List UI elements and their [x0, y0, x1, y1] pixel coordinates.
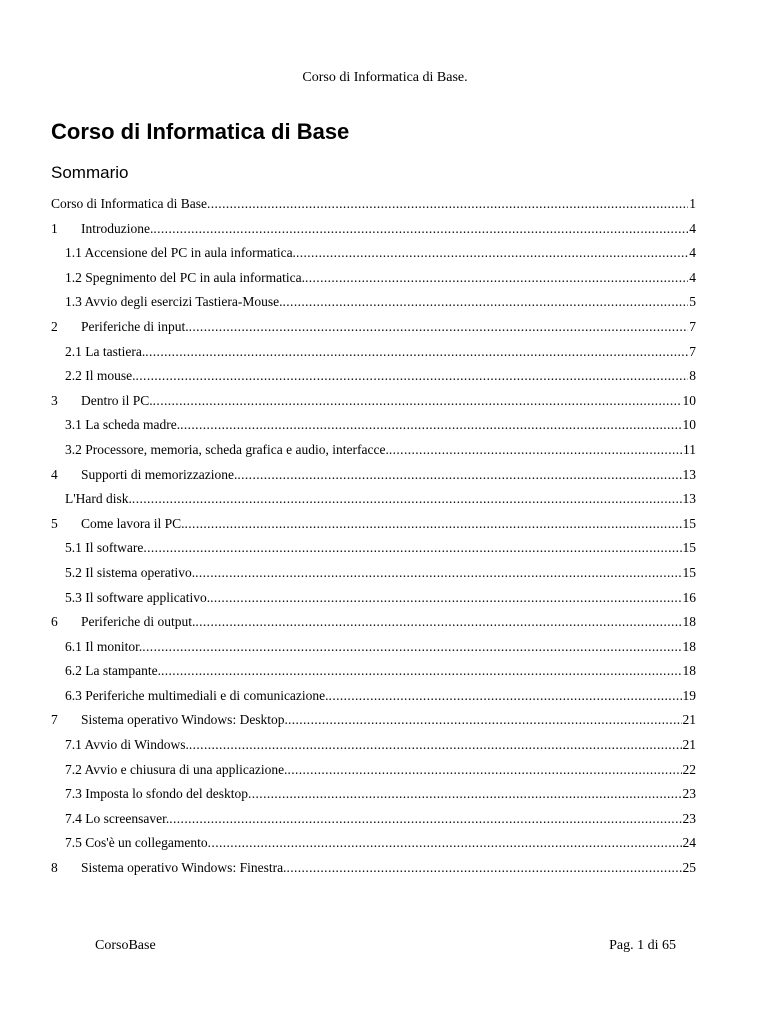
- toc-entry-title: 7.4 Lo screensaver.: [65, 810, 170, 826]
- toc-entry-title: 7.1 Avvio di Windows.: [65, 737, 189, 753]
- toc-dot-leader: [195, 610, 681, 634]
- toc-entry-page: 7: [689, 343, 696, 359]
- toc-entry[interactable]: [51, 315, 696, 340]
- toc-entry-title: 7.5 Cos'è un collegamento: [65, 835, 208, 851]
- toc-dot-leader: [153, 389, 682, 413]
- toc-entry-page: 10: [682, 392, 696, 408]
- toc-entry-title: 3.2 Processore, memoria, scheda grafica e audio, interfacce.: [65, 441, 389, 457]
- toc-entry[interactable]: [51, 708, 696, 733]
- toc-entry-page: 23: [682, 786, 696, 802]
- toc-entry-title: Dentro il PC.: [81, 392, 153, 408]
- toc-entry-title: Supporti di memorizzazione.: [81, 466, 238, 482]
- toc-entry[interactable]: [51, 807, 696, 832]
- toc-entry-page: 15: [682, 515, 696, 531]
- toc-entry[interactable]: [51, 413, 696, 438]
- toc-entry-page: 24: [682, 835, 696, 851]
- toc-entry[interactable]: [51, 192, 696, 217]
- toc-entry-title: 5.1 Il software: [65, 540, 144, 556]
- toc-entry-title: Periferiche di input.: [81, 318, 189, 334]
- toc-entry-page: 11: [683, 441, 696, 457]
- toc-entry-page: 13: [682, 466, 696, 482]
- toc-dot-leader: [145, 340, 688, 364]
- toc-dot-leader: [207, 192, 688, 216]
- toc-entry-page: 4: [689, 220, 696, 236]
- toc-entry[interactable]: [51, 487, 696, 512]
- toc-dot-leader: [136, 364, 689, 388]
- table-of-contents: [51, 192, 696, 881]
- toc-entry[interactable]: [51, 389, 696, 414]
- toc-entry-page: 18: [682, 638, 696, 654]
- toc-entry-title: 1.3 Avvio degli esercizi Tastiera-Mouse.: [65, 294, 283, 310]
- toc-dot-leader: [169, 807, 681, 831]
- toc-entry[interactable]: [51, 659, 696, 684]
- toc-entry-page: 10: [682, 417, 696, 433]
- toc-entry-title: 3.1 La scheda madre.: [65, 417, 181, 433]
- toc-entry-title: 6.3 Periferiche multimediali e di comunicazione.: [65, 687, 329, 703]
- toc-entry-page: 5: [689, 294, 696, 310]
- toc-entry[interactable]: [51, 290, 696, 315]
- toc-dot-leader: [389, 438, 682, 462]
- toc-entry-number: 5: [51, 515, 58, 531]
- toc-dot-leader: [237, 463, 681, 487]
- toc-entry-page: 22: [682, 761, 696, 777]
- toc-entry-page: 16: [682, 589, 696, 605]
- toc-dot-leader: [189, 733, 682, 757]
- toc-dot-leader: [286, 856, 681, 880]
- toc-entry[interactable]: [51, 610, 696, 635]
- toc-dot-leader: [142, 635, 681, 659]
- toc-entry-page: 7: [689, 318, 696, 334]
- toc-entry-title: Introduzione.: [81, 220, 154, 236]
- toc-entry-page: 4: [689, 245, 696, 261]
- toc-dot-leader: [143, 536, 681, 560]
- toc-entry[interactable]: [51, 758, 696, 783]
- toc-dot-leader: [161, 659, 682, 683]
- toc-entry-title: 5.3 Il software applicativo.: [65, 589, 211, 605]
- toc-entry[interactable]: [51, 782, 696, 807]
- toc-entry[interactable]: [51, 463, 696, 488]
- toc-entry-number: 7: [51, 712, 58, 728]
- toc-entry[interactable]: [51, 512, 696, 537]
- toc-dot-leader: [210, 586, 681, 610]
- toc-dot-leader: [185, 512, 682, 536]
- toc-entry-page: 19: [682, 687, 696, 703]
- toc-entry-title: 2.1 La tastiera.: [65, 343, 146, 359]
- toc-entry[interactable]: [51, 217, 696, 242]
- toc-entry-title: Sistema operativo Windows: Finestra.: [81, 860, 287, 876]
- toc-entry[interactable]: [51, 241, 696, 266]
- toc-entry-page: 15: [682, 564, 696, 580]
- toc-dot-leader: [208, 831, 682, 855]
- toc-entry-title: 6.2 La stampante.: [65, 663, 161, 679]
- toc-entry-page: 13: [682, 491, 696, 507]
- toc-entry-title: Periferiche di output.: [81, 614, 196, 630]
- toc-dot-leader: [296, 241, 688, 265]
- toc-entry-page: 18: [682, 663, 696, 679]
- toc-dot-leader: [195, 561, 681, 585]
- toc-dot-leader: [329, 684, 682, 708]
- toc-entry-number: 1: [51, 220, 58, 236]
- document-title: Corso di Informatica di Base: [51, 119, 350, 144]
- toc-entry-page: 21: [682, 712, 696, 728]
- toc-entry-page: 8: [689, 368, 696, 384]
- running-header: Corso di Informatica di Base.: [302, 70, 468, 85]
- toc-dot-leader: [288, 708, 682, 732]
- toc-entry-page: 21: [682, 737, 696, 753]
- toc-dot-leader: [180, 413, 681, 437]
- toc-entry[interactable]: [51, 856, 696, 881]
- toc-entry-title: 2.2 Il mouse.: [65, 368, 136, 384]
- toc-entry[interactable]: [51, 438, 696, 463]
- footer-page-number: Pag. 1 di 65: [609, 938, 676, 953]
- toc-entry-title: 1.2 Spegnimento del PC in aula informatica.: [65, 269, 305, 285]
- toc-dot-leader: [153, 217, 688, 241]
- toc-entry-page: 23: [682, 810, 696, 826]
- toc-heading: Sommario: [51, 163, 129, 182]
- toc-entry-number: 8: [51, 860, 58, 876]
- toc-entry[interactable]: [51, 561, 696, 586]
- toc-entry-title: Sistema operativo Windows: Desktop.: [81, 712, 288, 728]
- toc-entry[interactable]: [51, 536, 696, 561]
- toc-dot-leader: [248, 782, 682, 806]
- toc-dot-leader: [132, 487, 682, 511]
- toc-entry-title: Corso di Informatica di Base: [51, 196, 207, 211]
- toc-entry[interactable]: [51, 364, 696, 389]
- toc-entry[interactable]: [51, 266, 696, 291]
- toc-entry-number: 2: [51, 318, 58, 334]
- toc-entry[interactable]: [51, 733, 696, 758]
- toc-entry-title: 7.2 Avvio e chiusura di una applicazione.: [65, 761, 288, 777]
- toc-entry[interactable]: [51, 635, 696, 660]
- toc-entry-number: 6: [51, 614, 58, 630]
- toc-entry-title: L'Hard disk.: [65, 491, 132, 507]
- toc-entry-title: 6.1 Il monitor.: [65, 638, 143, 654]
- toc-entry[interactable]: [51, 831, 696, 856]
- toc-entry[interactable]: [51, 684, 696, 709]
- toc-dot-leader: [189, 315, 689, 339]
- footer-document-name: CorsoBase: [95, 938, 156, 953]
- toc-entry-page: 1: [689, 196, 696, 211]
- toc-dot-leader: [287, 758, 681, 782]
- toc-entry-number: 4: [51, 466, 58, 482]
- toc-entry-number: 3: [51, 392, 58, 408]
- toc-entry-page: 4: [689, 269, 696, 285]
- toc-entry-title: 1.1 Accensione del PC in aula informatica.: [65, 245, 296, 261]
- toc-entry-page: 25: [682, 860, 696, 876]
- toc-entry-title: 7.3 Imposta lo sfondo del desktop: [65, 786, 248, 802]
- toc-entry[interactable]: [51, 340, 696, 365]
- toc-dot-leader: [283, 290, 689, 314]
- toc-dot-leader: [305, 266, 688, 290]
- toc-entry-title: Come lavora il PC.: [81, 515, 185, 531]
- toc-entry[interactable]: [51, 586, 696, 611]
- toc-entry-page: 18: [682, 614, 696, 630]
- toc-entry-page: 15: [682, 540, 696, 556]
- toc-entry-title: 5.2 Il sistema operativo.: [65, 564, 196, 580]
